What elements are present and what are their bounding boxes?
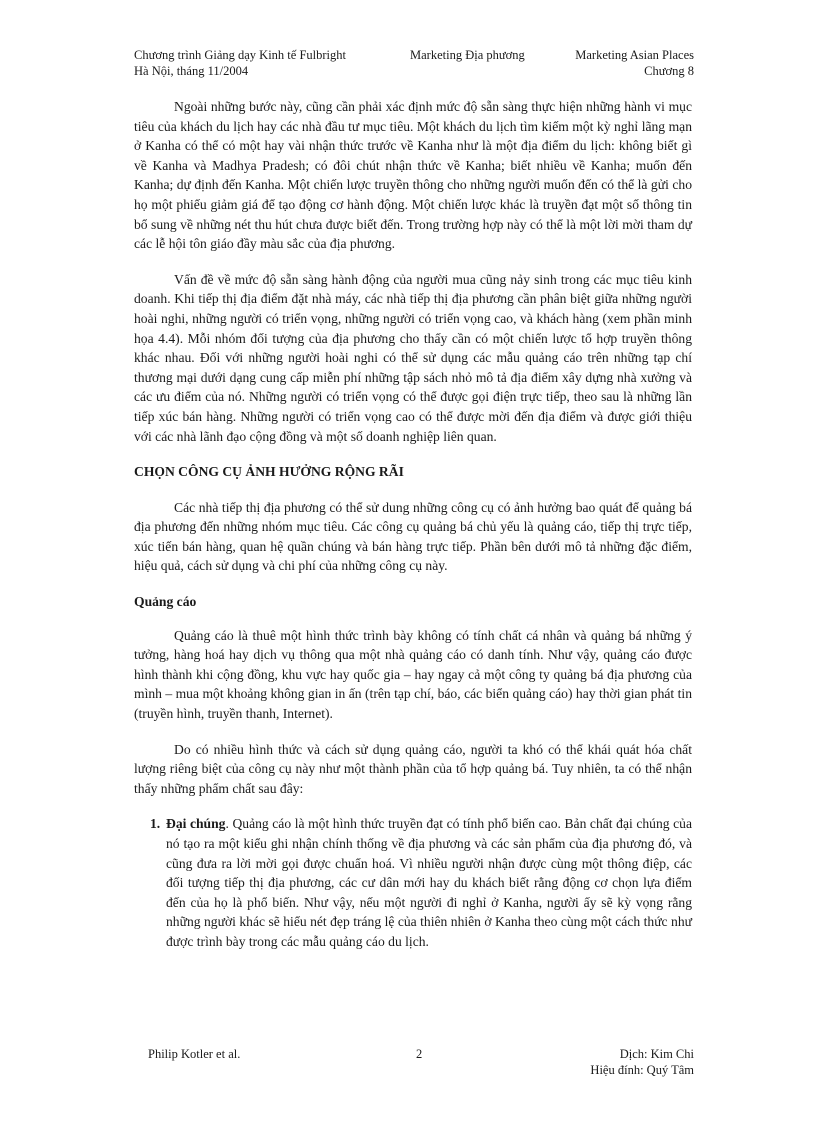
list-item — [134, 814, 692, 951]
qualities-list — [134, 814, 692, 951]
header-right — [575, 47, 694, 79]
header-left — [134, 47, 346, 79]
section-heading: CHỌN CÔNG CỤ ẢNH HƯỞNG RỘNG RÃI — [134, 464, 404, 480]
header-book-title: Marketing Asian Places — [575, 48, 694, 62]
header-date: Hà Nội, tháng 11/2004 — [134, 64, 249, 78]
list-item-term: Đại chúng — [166, 816, 226, 832]
footer-credits — [590, 1046, 694, 1078]
footer-author: Philip Kotler et al. — [148, 1047, 241, 1061]
list-item-number: 1. — [150, 816, 161, 832]
paragraph-advertising-qualities: Do có nhiều hình thức và cách sử dụng quảng cáo, người ta khó có thể khái quát hóa chất lượng riêng biệt của công cụ này như một thành phần của tổ hợp quảng bá. Tuy nhiên, ta có thể nhận thấy những phẩm chất sau đây: — [134, 741, 692, 796]
paragraph-tools-intro: Các nhà tiếp thị địa phương có thể sử dung những công cụ có ảnh hưởng bao quát để quảng bá địa phương đến những nhóm mục tiêu. Các công cụ quảng bá chủ yếu là quảng cáo, tiếp thị trực tiếp, xúc tiến bán hàng, quan hệ quần chúng và bán hàng trực tiếp. Phần bên dưới mô tả những đặc điểm, hiệu quả, cách sử dụng và chi phí của những công cụ này. — [134, 499, 692, 574]
page-body — [134, 97, 692, 952]
header-course-title: Marketing Địa phương — [410, 48, 525, 62]
footer-translator: Dịch: Kim Chi — [619, 1047, 694, 1061]
paragraph-advertising-definition: Quảng cáo là thuê một hình thức trình bày không có tính chất cá nhân và quảng bá những ý tưởng, hàng hoá hay dịch vụ thông qua một nhà quảng cáo có danh tính. Như vậy, quảng cáo được hình thành khi cộng đồng, khu vực hay quốc gia – hay ngay cả một công ty quảng bá địa phương của mình – mua một khoảng không gian in ấn (trên tạp chí, báo, các biển quảng cáo) hay thời gian phát tin (truyền hình, truyền thanh, Internet). — [134, 627, 692, 722]
paragraph-readiness: Ngoài những bước này, cũng cần phải xác định mức độ sẵn sàng thực hiện những hành vi mục tiêu của khách du lịch hay các nhà đầu tư mục tiêu. Một khách du lịch tìm kiếm một kỳ nghỉ lãng mạn ở Kanha có thể có một hay vài nhận thức trước về Kanha như là một địa điểm du lịch: không biết gì về Kanha và Madhya Pradesh; có đôi chút nhận thức về Kanha; biết nhiều về Kanha; muốn đến Kanha; dự định đến Kanha. Một chiến lược truyền thông cho những người muốn đến có thể là gửi cho họ một phiếu giảm giá để tạo động cơ hành động. Một chiến lược khác là truyền đạt một số thông tin bổ sung về những nét thu hút chưa được biết đến. Trong trường hợp này có thể là một lời mời tham dự các lễ hội tôn giáo đầy màu sắc của địa phương. — [134, 99, 692, 252]
footer-editor: Hiệu đính: Quý Tâm — [590, 1063, 694, 1077]
subheading-advertising: Quảng cáo — [134, 594, 197, 610]
header-chapter: Chương 8 — [644, 64, 694, 78]
page-number: 2 — [416, 1047, 423, 1061]
header-institution: Chương trình Giảng dạy Kinh tế Fulbright — [134, 48, 346, 62]
paragraph-business-targets: Vấn đề về mức độ sẵn sàng hành động của người mua cũng nảy sinh trong các mục tiêu kinh doanh. Khi tiếp thị địa điểm đặt nhà máy, các nhà tiếp thị địa phương cần phân biệt giữa những người hoài nghi, những người có triển vọng, những người có triển vọng cao, và khách hàng (xem phần minh họa 4.4). Mỗi nhóm đối tượng của địa phương cho thấy cần có một chiến lược tổ hợp truyền thông khác nhau. Đối với những người hoài nghi có thể sử dụng các mẫu quảng cáo trên những tạp chí thương mại dưới dạng cung cấp miễn phí những tập sách nhỏ mô tả địa điểm xây dựng nhà xưởng và các ưu điểm của nó. Những người có triển vọng có thể được gọi điện trực tiếp, theo sau là những lần tiếp xúc bán hàng. Những người có triển vọng cao có thể được mời đến địa điểm và được giới thiệu với các nhà lãnh đạo cộng đồng và một số doanh nghiệp liên quan. — [134, 271, 692, 444]
list-item-text: . Quảng cáo là một hình thức truyền đạt có tính phổ biến cao. Bản chất đại chúng của nó tạo ra một kiểu ghi nhận chính thống về địa phương và các sản phẩm của địa phương đó, và cũng đưa ra lời mời gọi được chuẩn hoá. Vì nhiều người nhận được cùng một thông điệp, các đối tượng tiếp thị địa phương, các cư dân mới hay du khách biết rằng động cơ chọn lựa điểm đến của họ là phổ biến. Như vậy, nếu một người đi nghỉ ở Kanha, người ấy sẽ kỳ vọng rằng những người khác sẽ hiểu nét đẹp tráng lệ của thiên nhiên ở Kanha theo cùng một cách thức như được trình bày trong các mẫu quảng cáo du lịch. — [166, 816, 692, 949]
